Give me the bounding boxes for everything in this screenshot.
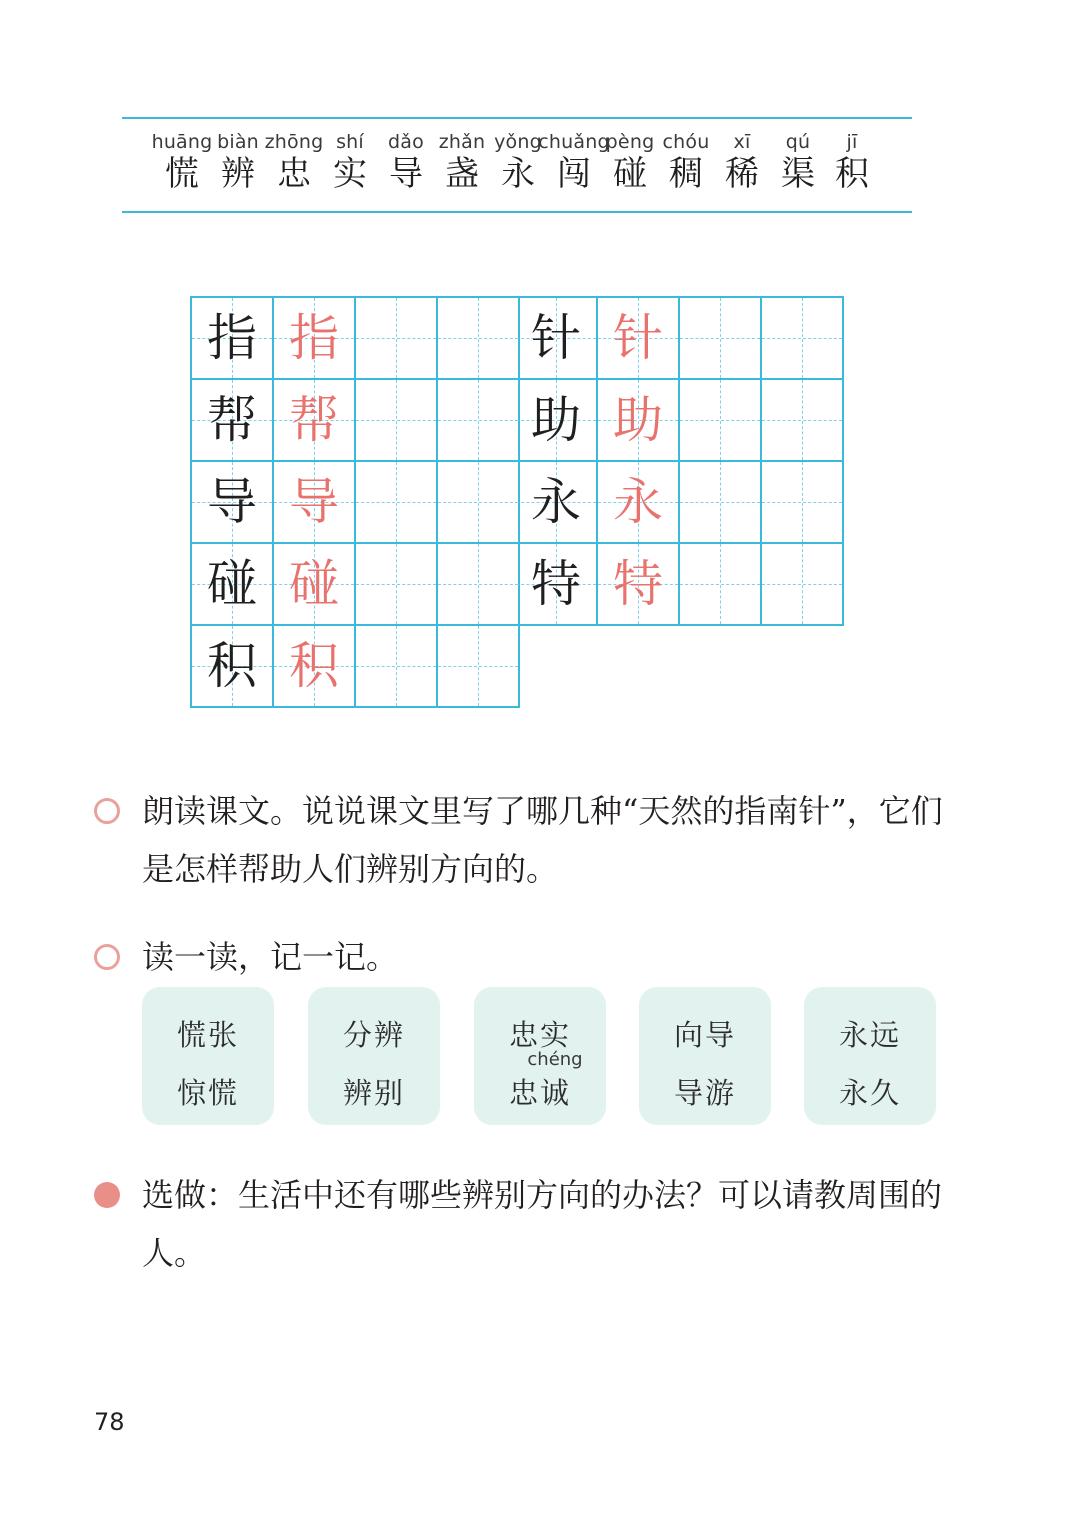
- model-character: 导: [192, 462, 274, 544]
- exercise-text: 朗读课文。说说课文里写了哪几种“天然的指南针”，它们是怎样帮助人们辨别方向的。: [142, 792, 943, 888]
- filled-circle-bullet-icon: [94, 1182, 120, 1208]
- model-character: 帮: [192, 380, 274, 462]
- grid-row: [192, 298, 520, 380]
- grid-row: [192, 544, 520, 626]
- exercise-read-aloud: [94, 782, 974, 898]
- grid-row: [192, 380, 520, 462]
- model-character: 积: [192, 626, 274, 708]
- trace-character: 助: [598, 380, 680, 462]
- practice-cell[interactable]: [762, 462, 844, 544]
- trace-character: 指: [274, 298, 356, 380]
- word-cards: [142, 987, 942, 1127]
- practice-cell[interactable]: [438, 544, 520, 626]
- trace-character: 导: [274, 462, 356, 544]
- practice-cell[interactable]: [438, 626, 520, 708]
- practice-cell[interactable]: [680, 462, 762, 544]
- practice-cell[interactable]: [438, 462, 520, 544]
- word-card: 慌张 惊慌: [142, 987, 274, 1125]
- practice-cell[interactable]: [680, 298, 762, 380]
- trace-character: 针: [598, 298, 680, 380]
- grid-row: [516, 462, 844, 544]
- practice-cell[interactable]: [680, 380, 762, 462]
- grid-row: [192, 462, 520, 544]
- trace-character: 积: [274, 626, 356, 708]
- word-card: 向导 导游: [639, 987, 771, 1125]
- circle-bullet-icon: [94, 798, 120, 824]
- exercise-read-remember: [94, 928, 974, 986]
- model-character: 助: [516, 380, 598, 462]
- page-number: 78: [94, 1408, 125, 1436]
- model-character: 永: [516, 462, 598, 544]
- pinyin-annotation: chéng: [527, 1049, 583, 1070]
- practice-cell[interactable]: [356, 380, 438, 462]
- practice-cell[interactable]: [438, 298, 520, 380]
- writing-grid-left: [190, 296, 520, 708]
- word-card: 忠实 chéng 忠诚: [474, 987, 606, 1125]
- trace-character: 永: [598, 462, 680, 544]
- trace-character: 特: [598, 544, 680, 626]
- practice-cell[interactable]: [762, 544, 844, 626]
- grid-row: [192, 626, 520, 708]
- practice-cell[interactable]: [356, 298, 438, 380]
- word-card: 永远 永久: [804, 987, 936, 1125]
- writing-grid-right: [516, 296, 844, 626]
- model-character: 指: [192, 298, 274, 380]
- practice-cell[interactable]: [438, 380, 520, 462]
- word-card: 分辨 辨别: [308, 987, 440, 1125]
- circle-bullet-icon: [94, 944, 120, 970]
- practice-cell[interactable]: [356, 544, 438, 626]
- model-character: 碰: [192, 544, 274, 626]
- practice-cell[interactable]: [356, 462, 438, 544]
- grid-row: [516, 380, 844, 462]
- exercise-text: 选做：生活中还有哪些辨别方向的办法？可以请教周围的人。: [142, 1176, 943, 1272]
- model-character: 特: [516, 544, 598, 626]
- grid-row: [516, 298, 844, 380]
- vocabulary-strip: huāng 慌 biàn 辨 zhōng 忠 shí 实 dǎo 导 zhǎn 盏 yǒng 永 chuǎng 闯 pèng 碰 chóu 稠 xī 稀 qú 渠 jī 积: [122, 117, 912, 213]
- practice-cell[interactable]: [680, 544, 762, 626]
- model-character: 针: [516, 298, 598, 380]
- practice-cell[interactable]: [762, 380, 844, 462]
- grid-row: [516, 544, 844, 626]
- exercise-text: 读一读，记一记。: [142, 938, 399, 976]
- exercise-optional: [94, 1166, 974, 1282]
- trace-character: 碰: [274, 544, 356, 626]
- trace-character: 帮: [274, 380, 356, 462]
- practice-cell[interactable]: [762, 298, 844, 380]
- practice-cell[interactable]: [356, 626, 438, 708]
